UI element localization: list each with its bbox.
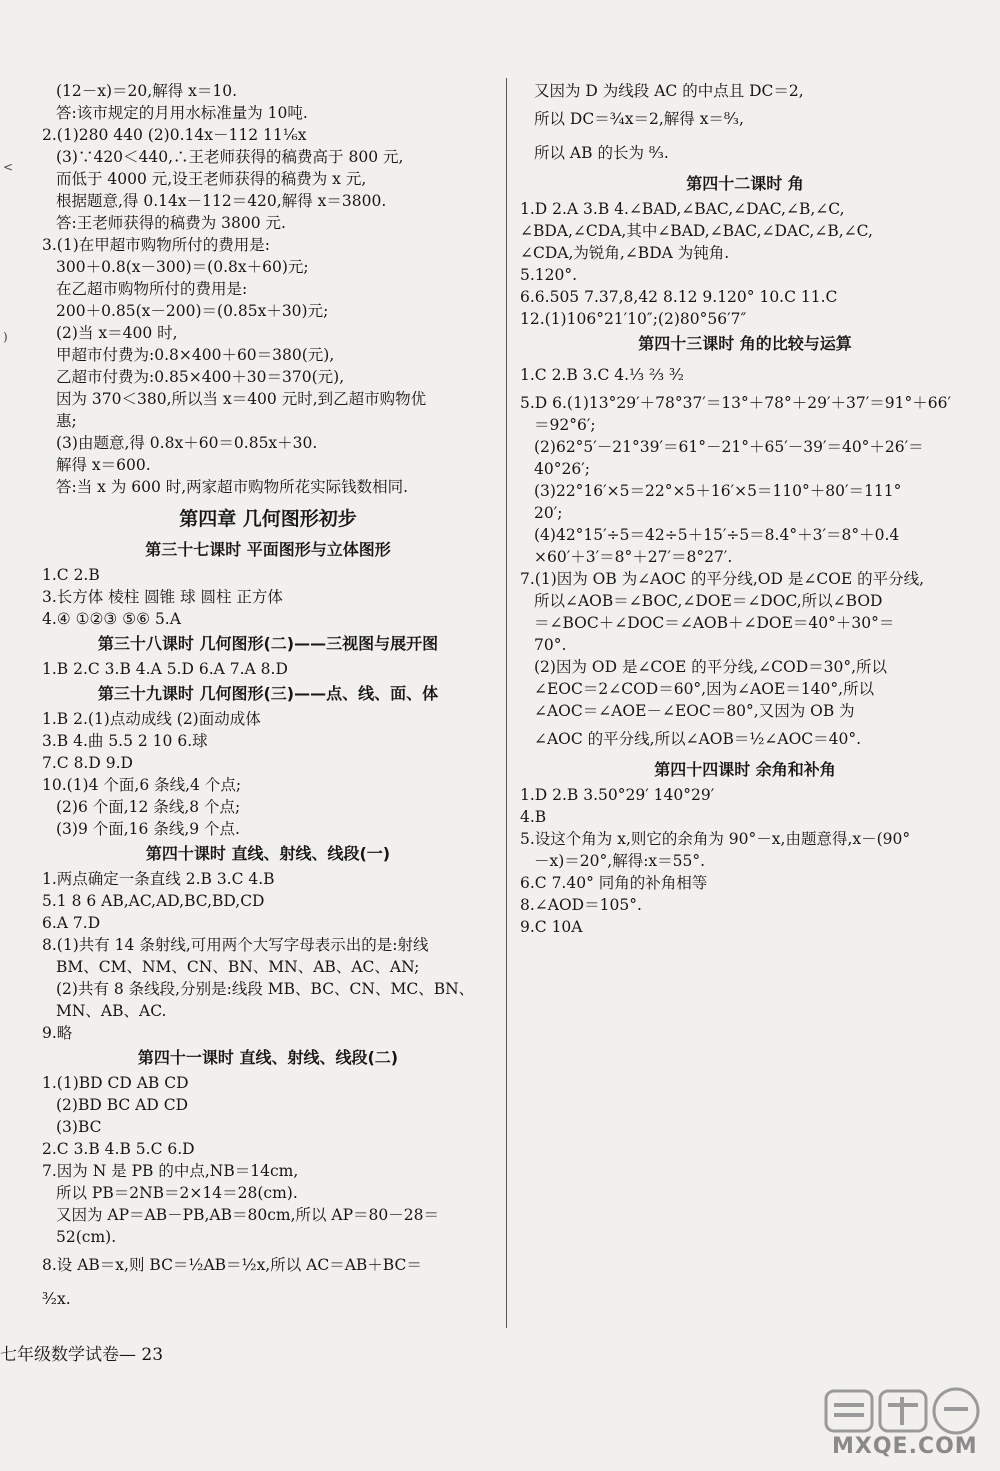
lesson-heading: 第四十三课时 角的比较与运算 — [638, 334, 852, 353]
answer-line: (3)∵420＜440,∴王老师获得的稿费高于 800 元, — [56, 148, 404, 166]
answer-line: 甲超市付费为:0.8×400＋60＝380(元), — [56, 346, 335, 364]
answer-line: 在乙超市购物所付的费用是: — [56, 280, 248, 298]
answer-line: (3)9 个面,16 条线,9 个点. — [56, 820, 240, 838]
answer-line: 300＋0.8(x－300)＝(0.8x＋60)元; — [56, 258, 309, 276]
answer-line: 答:该市规定的月用水标准量为 10吨. — [56, 104, 308, 122]
answer-line: ×60′＋3′＝8°＋27′＝8°27′. — [534, 548, 733, 566]
answer-line: 5.设这个角为 x,则它的余角为 90°－x,由题意得,x－(90° — [520, 830, 911, 848]
lesson-heading: 第四十一课时 直线、射线、线段(二) — [137, 1048, 399, 1067]
answer-line: 8.∠AOD＝105°. — [520, 896, 642, 914]
answer-line: (4)42°15′÷5＝42÷5＋15′÷5＝8.4°＋3′＝8°＋0.4 — [534, 526, 900, 544]
answer-line: 1.(1)BD CD AB CD — [42, 1074, 189, 1092]
lesson-heading: 第四十二课时 角 — [686, 174, 804, 193]
answer-line: 2.C 3.B 4.B 5.C 6.D — [42, 1140, 195, 1158]
answer-line: 200＋0.85(x－200)＝(0.85x＋30)元; — [56, 302, 329, 320]
answer-line: 5.D 6.(1)13°29′＋78°37′＝13°＋78°＋29′＋37′＝91°＋66′ — [520, 394, 951, 412]
answer-line: (2)6 个面,12 条线,8 个点; — [56, 798, 241, 816]
answer-line: MN、AB、AC. — [56, 1002, 167, 1020]
answer-line: 1.C 2.B — [42, 566, 100, 584]
answer-line: 又因为 AP＝AB－PB,AB＝80cm,所以 AP＝80－28＝ — [56, 1206, 439, 1224]
watermark-site: MXQE.COM — [832, 1434, 978, 1459]
answer-line: 40°26′; — [534, 460, 590, 478]
answer-line: ∠AOC＝∠AOE－∠EOC＝80°,又因为 OB 为 — [534, 702, 855, 720]
answer-line: (3)BC — [56, 1118, 102, 1136]
answer-line: 6.A 7.D — [42, 914, 101, 932]
answer-line: 因为 370＜380,所以当 x＝400 元时,到乙超市购物优 — [56, 390, 427, 408]
answer-line: ∠AOC 的平分线,所以∠AOB＝½∠AOC＝40°. — [534, 730, 862, 748]
answer-line: 1.D 2.A 3.B 4.∠BAD,∠BAC,∠DAC,∠B,∠C, — [520, 200, 845, 218]
answer-line: 3.B 4.曲 5.5 2 10 6.球 — [42, 732, 208, 750]
answer-line: 所以 DC＝¾x＝2,解得 x＝⁸⁄₃, — [534, 110, 744, 128]
answer-line: 2.(1)280 440 (2)0.14x－112 11⅟₆x — [42, 126, 307, 144]
answer-line: (2)当 x＝400 时, — [56, 324, 178, 342]
answer-line: 所以 AB 的长为 ⁸⁄₃. — [534, 144, 669, 162]
answer-line: 8.(1)共有 14 条射线,可用两个大写字母表示出的是:射线 — [42, 936, 429, 954]
answer-line: 5.120°. — [520, 266, 578, 284]
answer-line: 又因为 D 为线段 AC 的中点且 DC＝2, — [534, 82, 804, 100]
answer-line: 9.C 10A — [520, 918, 583, 936]
answer-line: 惠; — [56, 412, 77, 430]
edge-mark: ) — [3, 330, 8, 344]
answer-line: 乙超市付费为:0.85×400＋30＝370(元), — [56, 368, 345, 386]
answer-line: 解得 x＝600. — [56, 456, 151, 474]
answer-line: 根据题意,得 0.14x－112＝420,解得 x＝3800. — [56, 192, 387, 210]
right-column — [520, 80, 970, 938]
lesson-heading: 第四十课时 直线、射线、线段(一) — [145, 844, 391, 863]
answer-line: 6.C 7.40° 同角的补角相等 — [520, 874, 708, 892]
column-divider — [506, 78, 507, 1328]
answer-line: 9.略 — [42, 1024, 73, 1042]
lesson-heading: 第四十四课时 余角和补角 — [654, 760, 836, 779]
answer-line: 5.1 8 6 AB,AC,AD,BC,BD,CD — [42, 892, 265, 910]
chapter-heading: 第四章 几何图形初步 — [179, 508, 357, 530]
answer-line: 7.C 8.D 9.D — [42, 754, 133, 772]
edge-mark: < — [3, 160, 14, 174]
answer-line: 1.C 2.B 3.C 4.⅓ ⅔ ³⁄₂ — [520, 366, 684, 384]
answer-line: ∠CDA,为锐角,∠BDA 为钝角. — [520, 244, 730, 262]
answer-line: 6.6.505 7.37,8,42 8.12 9.120° 10.C 11.C — [520, 288, 838, 306]
answer-line: 3.长方体 棱柱 圆锥 球 圆柱 正方体 — [42, 588, 283, 606]
answer-line: 而低于 4000 元,设王老师获得的稿费为 x 元, — [56, 170, 367, 188]
answer-line: 20′; — [534, 504, 563, 522]
answer-line: (2)共有 8 条线段,分别是:线段 MB、BC、CN、MC、BN、 — [56, 980, 475, 998]
answer-line: 7.(1)因为 OB 为∠AOC 的平分线,OD 是∠COE 的平分线, — [520, 570, 925, 588]
answer-line: 70°. — [534, 636, 567, 654]
answer-line: 1.B 2.C 3.B 4.A 5.D 6.A 7.A 8.D — [42, 660, 288, 678]
page-footer: 七年级数学试卷— 23 — [0, 1345, 164, 1365]
answer-line: 答:当 x 为 600 时,两家超市购物所花实际钱数相同. — [56, 478, 409, 496]
lesson-heading: 第三十八课时 几何图形(二)——三视图与展开图 — [97, 634, 439, 653]
answer-line: 52(cm). — [56, 1228, 117, 1246]
answer-line: 8.设 AB＝x,则 BC＝½AB＝½x,所以 AC＝AB＋BC＝ — [42, 1256, 422, 1274]
answer-line: －x)＝20°,解得:x＝55°. — [534, 852, 706, 870]
answer-line: 12.(1)106°21′10″;(2)80°56′7″ — [520, 310, 747, 328]
answer-line: (3)22°16′×5＝22°×5＋16′×5＝110°＋80′＝111° — [534, 482, 902, 500]
answer-line: (2)62°5′－21°39′＝61°－21°＋65′－39′＝40°＋26′＝ — [534, 438, 924, 456]
answer-line: 4.B — [520, 808, 547, 826]
answer-line: (12－x)＝20,解得 x＝10. — [56, 82, 238, 100]
answer-line: 所以∠AOB＝∠BOC,∠DOE＝∠DOC,所以∠BOD — [534, 592, 883, 610]
answer-line: ∠EOC＝2∠COD＝60°,因为∠AOE＝140°,所以 — [534, 680, 875, 698]
answer-line: 10.(1)4 个面,6 条线,4 个点; — [42, 776, 242, 794]
answer-line: 答:王老师获得的稿费为 3800 元. — [56, 214, 286, 232]
answer-line: ＝∠BOC＋∠DOC＝∠AOB＋∠DOE＝40°＋30°＝ — [534, 614, 895, 632]
answer-line: 1.B 2.(1)点动成线 (2)面动成体 — [42, 710, 261, 728]
lesson-heading: 第三十九课时 几何图形(三)——点、线、面、体 — [97, 684, 439, 703]
answer-line: 1.D 2.B 3.50°29′ 140°29′ — [520, 786, 715, 804]
answer-line: 所以 PB＝2NB＝2×14＝28(cm). — [56, 1184, 298, 1202]
answer-line: 4.④ ①②③ ⑤⑥ 5.A — [42, 610, 181, 628]
answer-line: 1.两点确定一条直线 2.B 3.C 4.B — [42, 870, 275, 888]
answer-line: ＝92°6′; — [534, 416, 596, 434]
answer-line: (3)由题意,得 0.8x＋60＝0.85x＋30. — [56, 434, 318, 452]
lesson-heading: 第三十七课时 平面图形与立体图形 — [145, 540, 391, 559]
answer-line: (2)因为 OD 是∠COE 的平分线,∠COD＝30°,所以 — [534, 658, 888, 676]
answer-line: 3.(1)在甲超市购物所付的费用是: — [42, 236, 270, 254]
answer-line: 7.因为 N 是 PB 的中点,NB＝14cm, — [42, 1162, 299, 1180]
answer-line: ³⁄₂x. — [42, 1290, 71, 1308]
answer-line: ∠BDA,∠CDA,其中∠BAD,∠BAC,∠DAC,∠B,∠C, — [520, 222, 873, 240]
answer-line: (2)BD BC AD CD — [56, 1096, 188, 1114]
left-column — [42, 80, 494, 1316]
answer-line: BM、CM、NM、CN、BN、MN、AB、AC、AN; — [56, 958, 420, 976]
